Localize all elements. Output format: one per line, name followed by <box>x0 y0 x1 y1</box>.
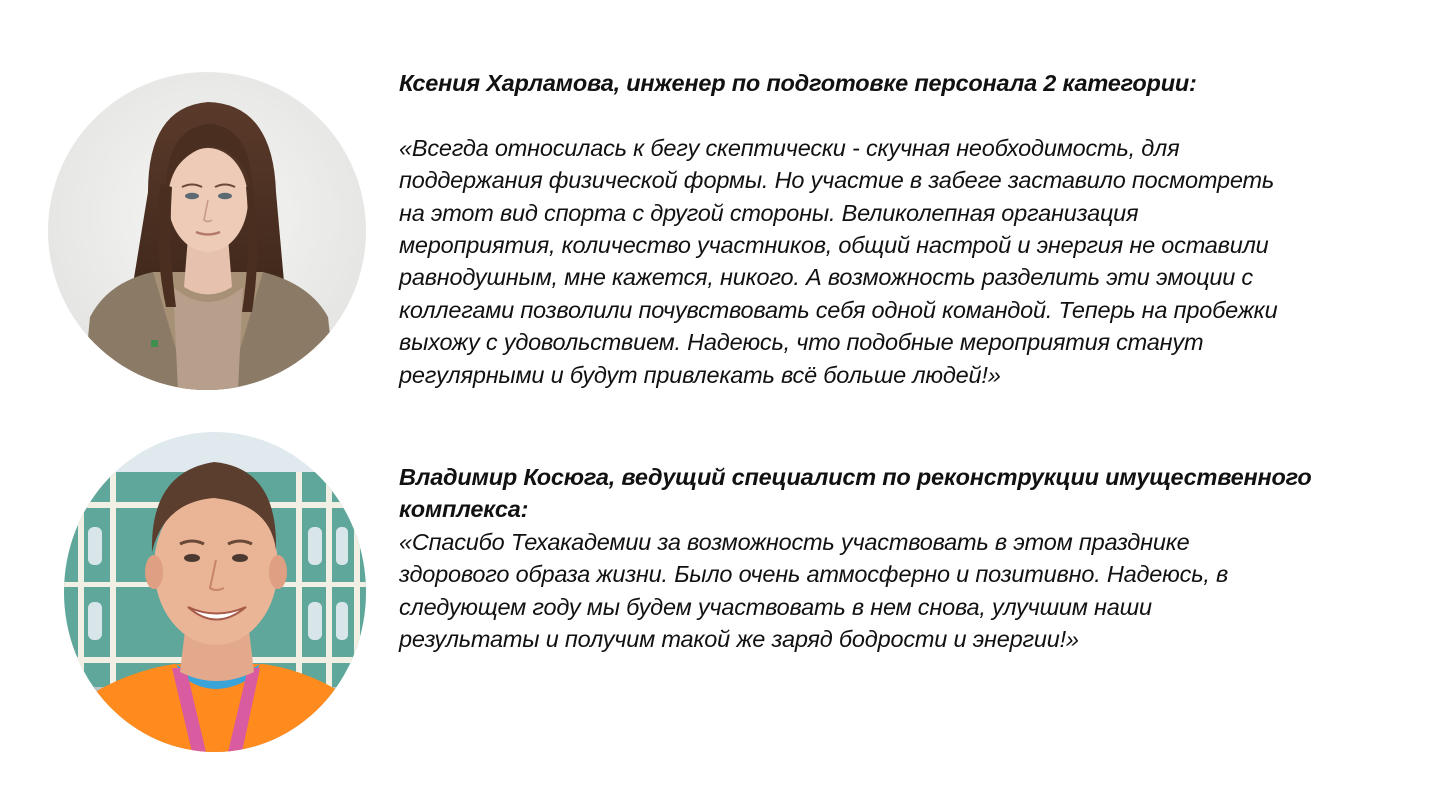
testimonial-vladimir <box>399 461 1359 655</box>
quote-line: регулярными и будут привлекать всё больше людей!» <box>399 361 1001 388</box>
quote-line: выхожу с удовольствием. Надеюсь, что подобные мероприятия станут <box>399 329 1204 356</box>
testimonial-quote <box>399 132 1359 391</box>
portrait-photo-vladimir <box>64 432 366 752</box>
testimonial-author <box>399 461 1359 526</box>
portrait-photo-ksenia <box>48 72 366 390</box>
quote-line: здорового образа жизни. Было очень атмосферно и позитивно. Надеюсь, в <box>399 561 1229 588</box>
testimonial-ksenia <box>399 67 1359 391</box>
portrait-image-ksenia <box>48 72 366 390</box>
quote-line: коллегами позволили почувствовать себя одной командой. Теперь на пробежки <box>399 296 1278 323</box>
quote-line: равнодушным, мне кажется, никого. А возможность разделить эти эмоции с <box>399 264 1253 291</box>
quote-line: на этот вид спорта с другой стороны. Великолепная организация <box>399 199 1139 226</box>
quote-line: «Всегда относилась к бегу скептически - скучная необходимость, для <box>399 134 1180 161</box>
quote-line: результаты и получим такой же заряд бодрости и энергии!» <box>399 626 1079 653</box>
quote-line: следующем году мы будем участвовать в нем снова, улучшим наши <box>399 593 1152 620</box>
testimonial-quote <box>399 526 1359 656</box>
author-line: Владимир Косюга, ведущий специалист по реконструкции имущественного <box>399 464 1312 490</box>
quote-line: мероприятия, количество участников, общий настрой и энергия не оставили <box>399 232 1269 259</box>
quote-line: «Спасибо Техакадемии за возможность участвовать в этом празднике <box>399 528 1190 555</box>
author-line: комплекса: <box>399 496 529 523</box>
portrait-image-vladimir <box>64 432 366 752</box>
author-line: Ксения Харламова, инженер по подготовке персонала 2 категории: <box>399 70 1197 96</box>
quote-line: поддержания физической формы. Но участие в забеге заставило посмотреть <box>399 167 1274 194</box>
testimonial-author <box>399 67 1359 99</box>
